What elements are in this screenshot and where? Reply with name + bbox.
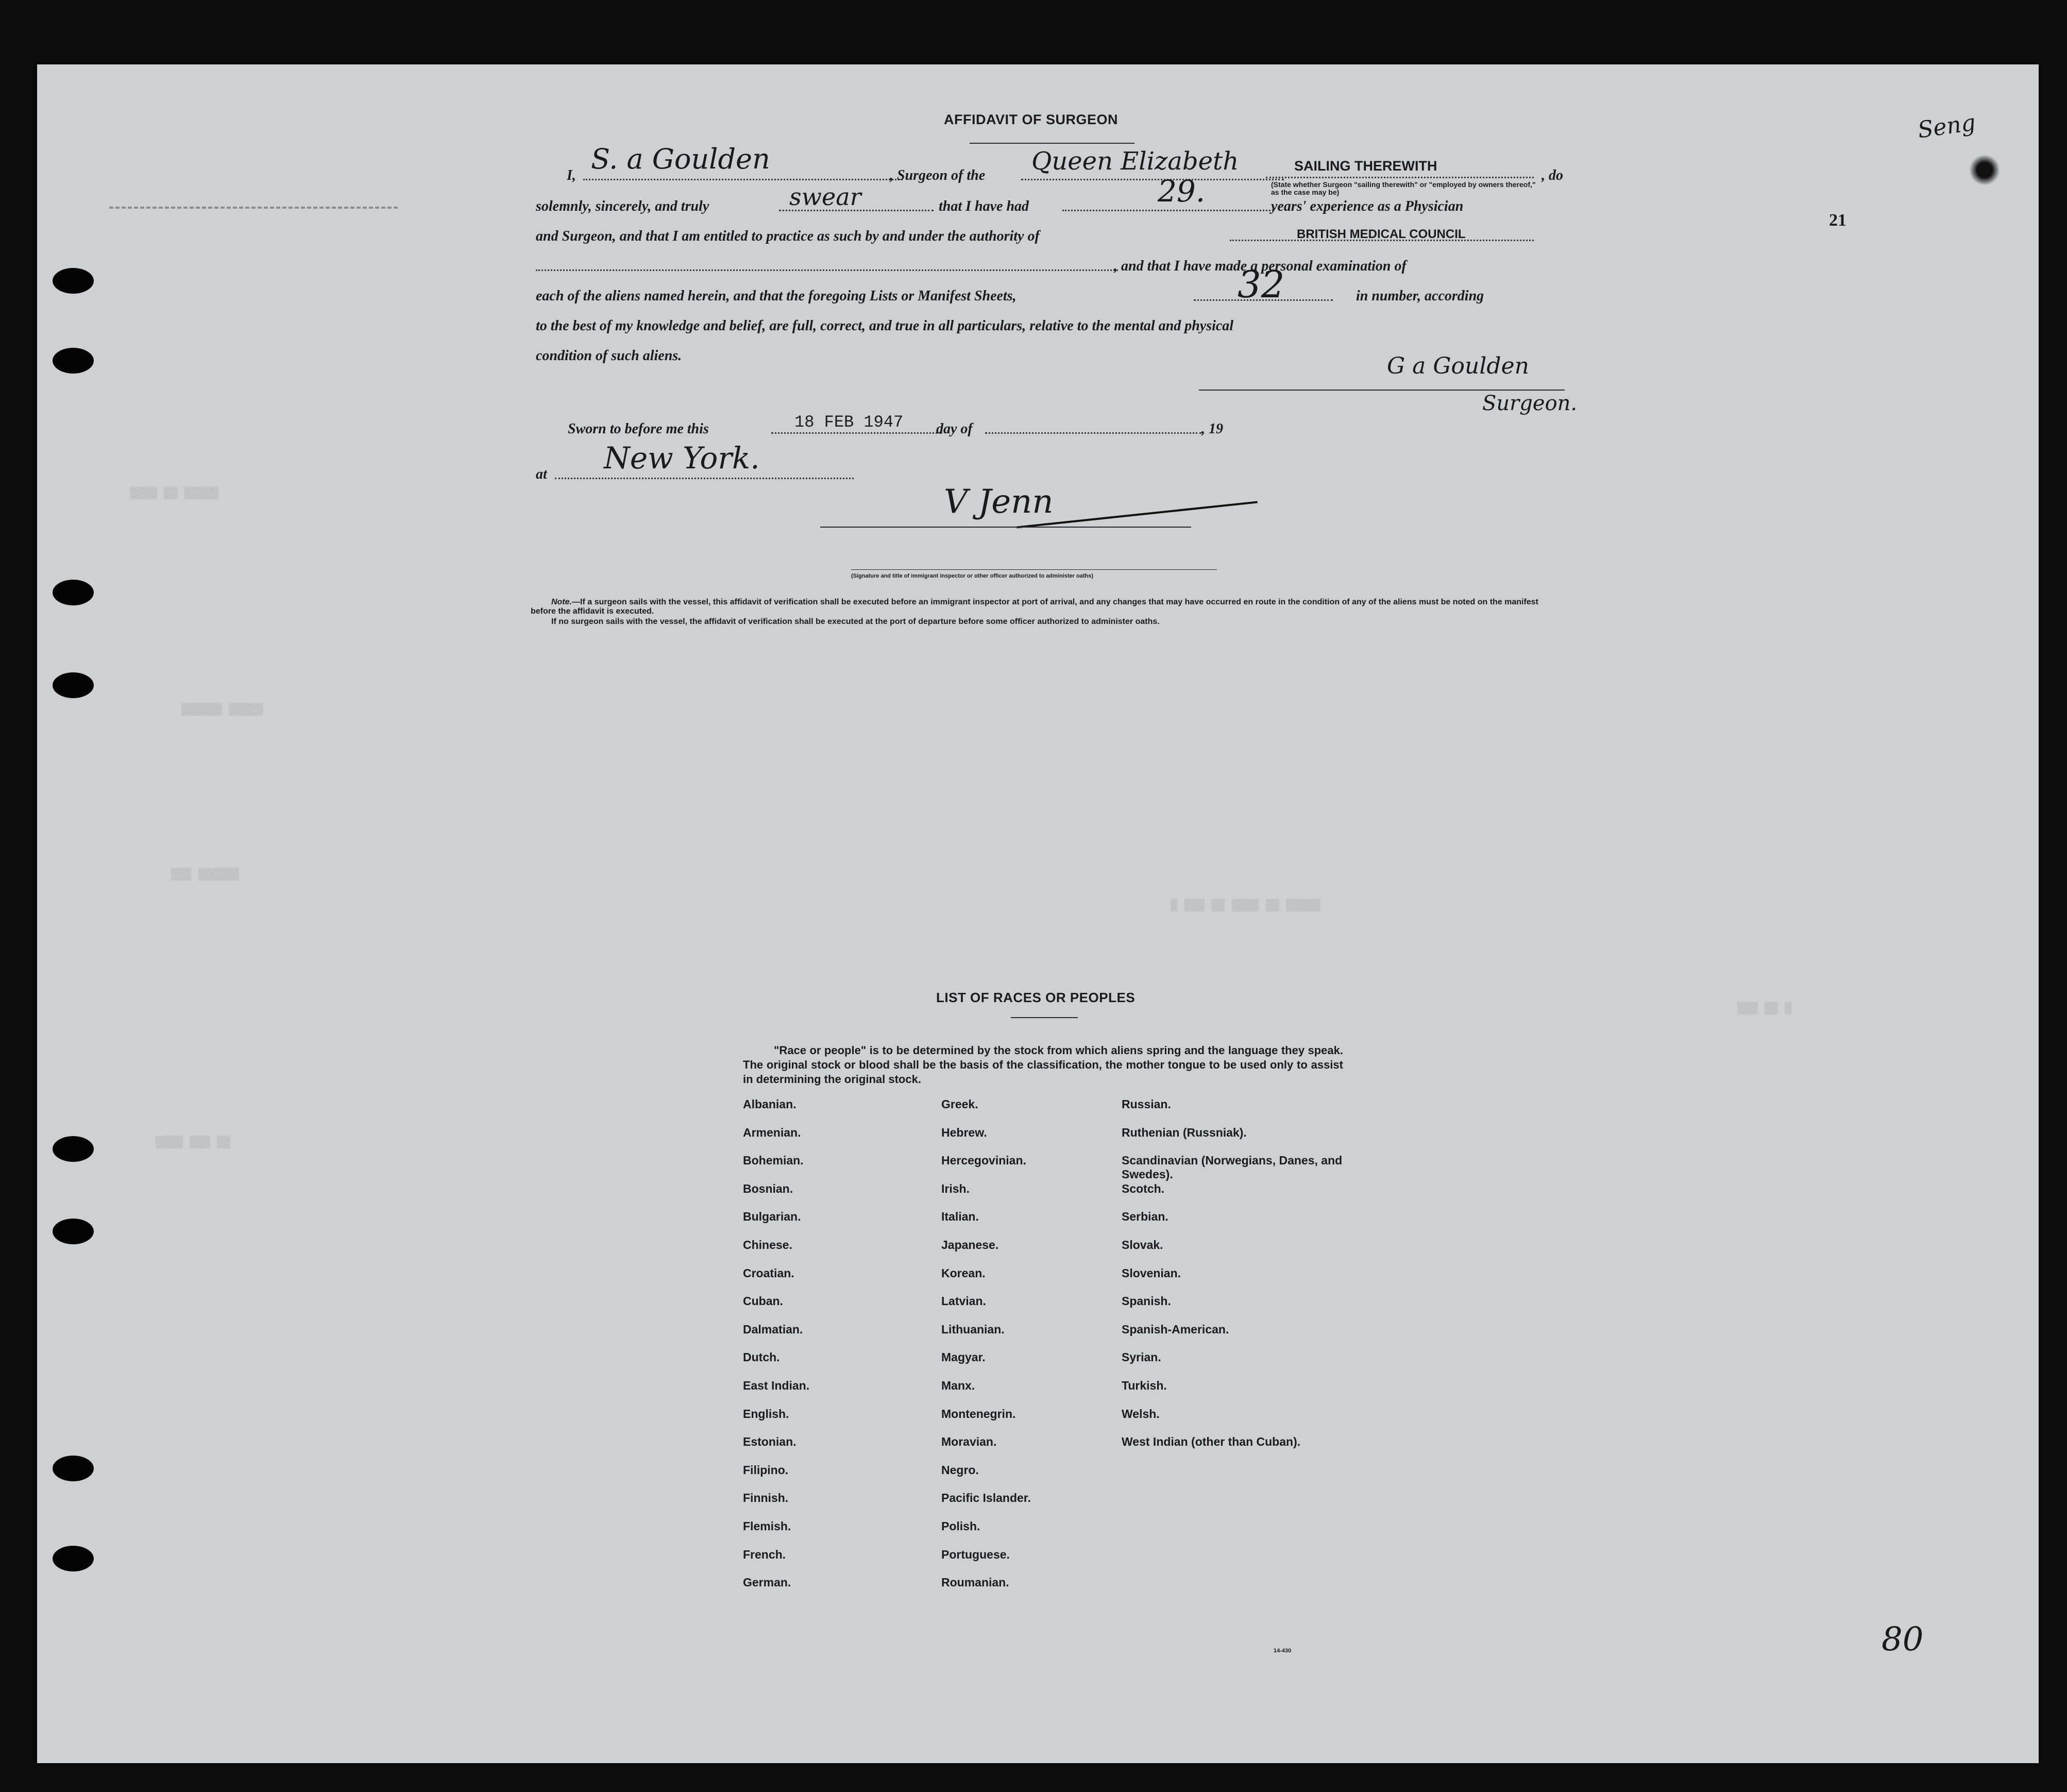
- note-paragraph-1: [531, 598, 1556, 616]
- line2-prefix: solemnly, sincerely, and truly: [536, 198, 709, 214]
- race-item: Polish.: [941, 1519, 980, 1533]
- race-item: West Indian (other than Cuban).: [1122, 1435, 1301, 1449]
- races-column-2: [941, 1097, 1106, 1604]
- surgeon-signature: G a Goulden: [1387, 353, 1529, 379]
- line2-mid: that I have had: [939, 198, 1029, 214]
- race-item: Manx.: [941, 1378, 975, 1392]
- race-item: Italian.: [941, 1210, 979, 1224]
- race-item: Serbian.: [1122, 1210, 1168, 1224]
- race-item: Syrian.: [1122, 1350, 1161, 1364]
- oath-handwritten: swear: [789, 183, 861, 211]
- race-item: Turkish.: [1122, 1378, 1167, 1392]
- race-item: Negro.: [941, 1463, 979, 1477]
- races-intro: "Race or people" is to be determined by the stock from which aliens spring and the language they speak. The original stock or blood shall be the basis of the classification, the mother tongue to be used only to assist in determining the original stock.: [743, 1044, 1343, 1086]
- at-label: at: [536, 466, 547, 482]
- race-item: Slovak.: [1122, 1238, 1163, 1252]
- line6-text: to the best of my knowledge and belief, are full, correct, and true in all particulars, relative to the mental and physical: [536, 318, 1234, 334]
- punch-hole: [53, 1456, 94, 1481]
- race-item: Croatian.: [743, 1266, 794, 1280]
- race-item: German.: [743, 1576, 791, 1590]
- note-text-1: —If a surgeon sails with the vessel, this affidavit of verification shall be executed before an immigrant inspector at port of arrival, and any changes that may have occurred en route in the condition of any of the aliens must be noted on the manifest before the affidavit is executed.: [531, 598, 1538, 616]
- races-column-1: [743, 1097, 928, 1604]
- surgeon-name-field: [583, 179, 903, 180]
- authority-field-continued: [536, 269, 1118, 271]
- race-item: Filipino.: [743, 1463, 789, 1477]
- officer-signature: V Jenn: [944, 483, 1054, 521]
- punch-hole: [53, 1219, 94, 1244]
- race-item: Dalmatian.: [743, 1322, 803, 1336]
- race-item: Albanian.: [743, 1097, 797, 1111]
- race-item: Flemish.: [743, 1519, 791, 1533]
- race-item: Lithuanian.: [941, 1322, 1005, 1336]
- vessel-field: [1021, 179, 1284, 180]
- race-item: French.: [743, 1547, 786, 1561]
- bleed-through-text: ▒▒▒ ▒▒▒▒▒▒: [171, 868, 240, 881]
- race-item: Bohemian.: [743, 1154, 804, 1168]
- bleed-through-text: ▒▒▒▒▒▒ ▒▒▒▒▒: [181, 703, 263, 716]
- years-field: [1062, 210, 1274, 211]
- line4-text: , and that I have made a personal examination of: [1114, 258, 1407, 274]
- race-item: Magyar.: [941, 1350, 986, 1364]
- sailing-note: (State whether Surgeon "sailing therewith" or "employed by owners thereof," as the case may be): [1271, 180, 1536, 196]
- race-item: Hebrew.: [941, 1125, 987, 1139]
- races-title: LIST OF RACES OR PEOPLES: [936, 990, 1136, 1005]
- surgeon-signature-title: Surgeon.: [1482, 392, 1578, 415]
- page-number: 21: [1829, 211, 1846, 230]
- sworn-year: , 19: [1201, 421, 1223, 437]
- race-item: Estonian.: [743, 1435, 797, 1449]
- line7-text: condition of such aliens.: [536, 348, 682, 364]
- sailing-stamp: SAILING THEREWITH: [1294, 158, 1437, 174]
- bleed-through-text: ▒▒▒▒ ▒▒▒ ▒▒: [156, 1136, 231, 1149]
- line5-suffix: in number, according: [1356, 288, 1484, 304]
- races-column-3: [1122, 1097, 1343, 1463]
- line1-surgeon-of: , Surgeon of the: [890, 167, 986, 183]
- race-item: Scandinavian (Norwegians, Danes, and Swedes).: [1122, 1154, 1343, 1181]
- race-item: Dutch.: [743, 1350, 780, 1364]
- sworn-day-of: day of: [936, 421, 973, 437]
- race-item: Greek.: [941, 1097, 978, 1111]
- race-item: Bosnian.: [743, 1181, 793, 1195]
- surgeon-signature-line: [1199, 390, 1565, 391]
- place-handwritten: New York.: [604, 441, 760, 476]
- race-item: Latvian.: [941, 1294, 986, 1308]
- punch-hole: [53, 268, 94, 294]
- races-title-underline: [1011, 1017, 1078, 1018]
- sworn-month-field: [985, 432, 1201, 434]
- line5-prefix: each of the aliens named herein, and that the foregoing Lists or Manifest Sheets,: [536, 288, 1016, 304]
- race-item: Armenian.: [743, 1125, 801, 1139]
- title-underline: [970, 143, 1134, 144]
- bleed-through-text: ▒▒▒ ▒▒ ▒: [1737, 1002, 1792, 1015]
- race-item: Irish.: [941, 1181, 970, 1195]
- race-item: Cuban.: [743, 1294, 783, 1308]
- race-item: Russian.: [1122, 1097, 1171, 1111]
- race-item: Scotch.: [1122, 1181, 1165, 1195]
- race-item: Slovenian.: [1122, 1266, 1181, 1280]
- vessel-handwritten: Queen Elizabeth: [1031, 147, 1239, 176]
- form-number: 14-430: [1274, 1648, 1292, 1654]
- affidavit-title: AFFIDAVIT OF SURGEON: [944, 112, 1118, 127]
- race-item: Bulgarian.: [743, 1210, 801, 1224]
- bleed-through-text: ▒▒▒▒ ▒▒ ▒▒▒▒▒: [130, 487, 218, 500]
- race-item: Hercegovinian.: [941, 1154, 1026, 1168]
- race-item: Finnish.: [743, 1491, 789, 1505]
- note-text-2: If no surgeon sails with the vessel, the affidavit of verification shall be executed at the port of departure before some officer authorized to administer oaths.: [551, 617, 1160, 626]
- race-item: Japanese.: [941, 1238, 999, 1252]
- punch-hole: [53, 580, 94, 605]
- race-item: Ruthenian (Russniak).: [1122, 1125, 1247, 1139]
- sheets-handwritten: 32: [1238, 263, 1285, 306]
- line3-text: and Surgeon, and that I am entitled to practice as such by and under the authority of: [536, 228, 1040, 244]
- officer-caption-line: [851, 569, 1217, 570]
- years-handwritten: 29.: [1158, 174, 1206, 209]
- race-item: Pacific Islander.: [941, 1491, 1031, 1505]
- officer-signature-line: [820, 527, 1191, 528]
- bleed-through-text: ▒ ▒▒▒ ▒▒ ▒▒▒▒ ▒▒ ▒▒▒▒▒: [1171, 899, 1320, 912]
- note-label: Note.: [551, 598, 572, 606]
- bleed-through-rule: [109, 207, 398, 209]
- surgeon-name-handwritten: S. a Goulden: [591, 143, 770, 175]
- officer-caption: (Signature and title of immigrant inspector or other officer authorized to administer oaths): [851, 573, 1093, 579]
- punch-hole: [53, 348, 94, 374]
- manifest-page: [37, 64, 2039, 1763]
- line2-suffix: years' experience as a Physician: [1271, 198, 1464, 214]
- sworn-date-field: [771, 432, 941, 434]
- race-item: Chinese.: [743, 1238, 792, 1252]
- ink-blot: [1969, 155, 2000, 185]
- race-item: Montenegrin.: [941, 1407, 1016, 1421]
- sworn-date-stamp: 18 FEB 1947: [794, 413, 904, 432]
- punch-hole: [53, 1546, 94, 1571]
- race-item: English.: [743, 1407, 789, 1421]
- sworn-prefix: Sworn to before me this: [568, 421, 709, 437]
- race-item: Moravian.: [941, 1435, 997, 1449]
- race-item: Welsh.: [1122, 1407, 1160, 1421]
- race-item: Spanish-American.: [1122, 1322, 1229, 1336]
- punch-hole: [53, 672, 94, 698]
- punch-hole: [53, 1136, 94, 1162]
- place-field: [555, 478, 854, 479]
- race-item: Portuguese.: [941, 1547, 1010, 1561]
- race-item: Spanish.: [1122, 1294, 1171, 1308]
- race-item: Roumanian.: [941, 1576, 1009, 1590]
- line1-do: , do: [1541, 167, 1563, 183]
- line1-prefix: I,: [567, 167, 576, 183]
- authority-stamp: BRITISH MEDICAL COUNCIL: [1297, 227, 1466, 241]
- race-item: Korean.: [941, 1266, 986, 1280]
- margin-number: 80: [1882, 1620, 1924, 1659]
- sailing-field: [1266, 177, 1534, 178]
- race-item: East Indian.: [743, 1378, 810, 1392]
- margin-scribble: Seng: [1916, 109, 1977, 144]
